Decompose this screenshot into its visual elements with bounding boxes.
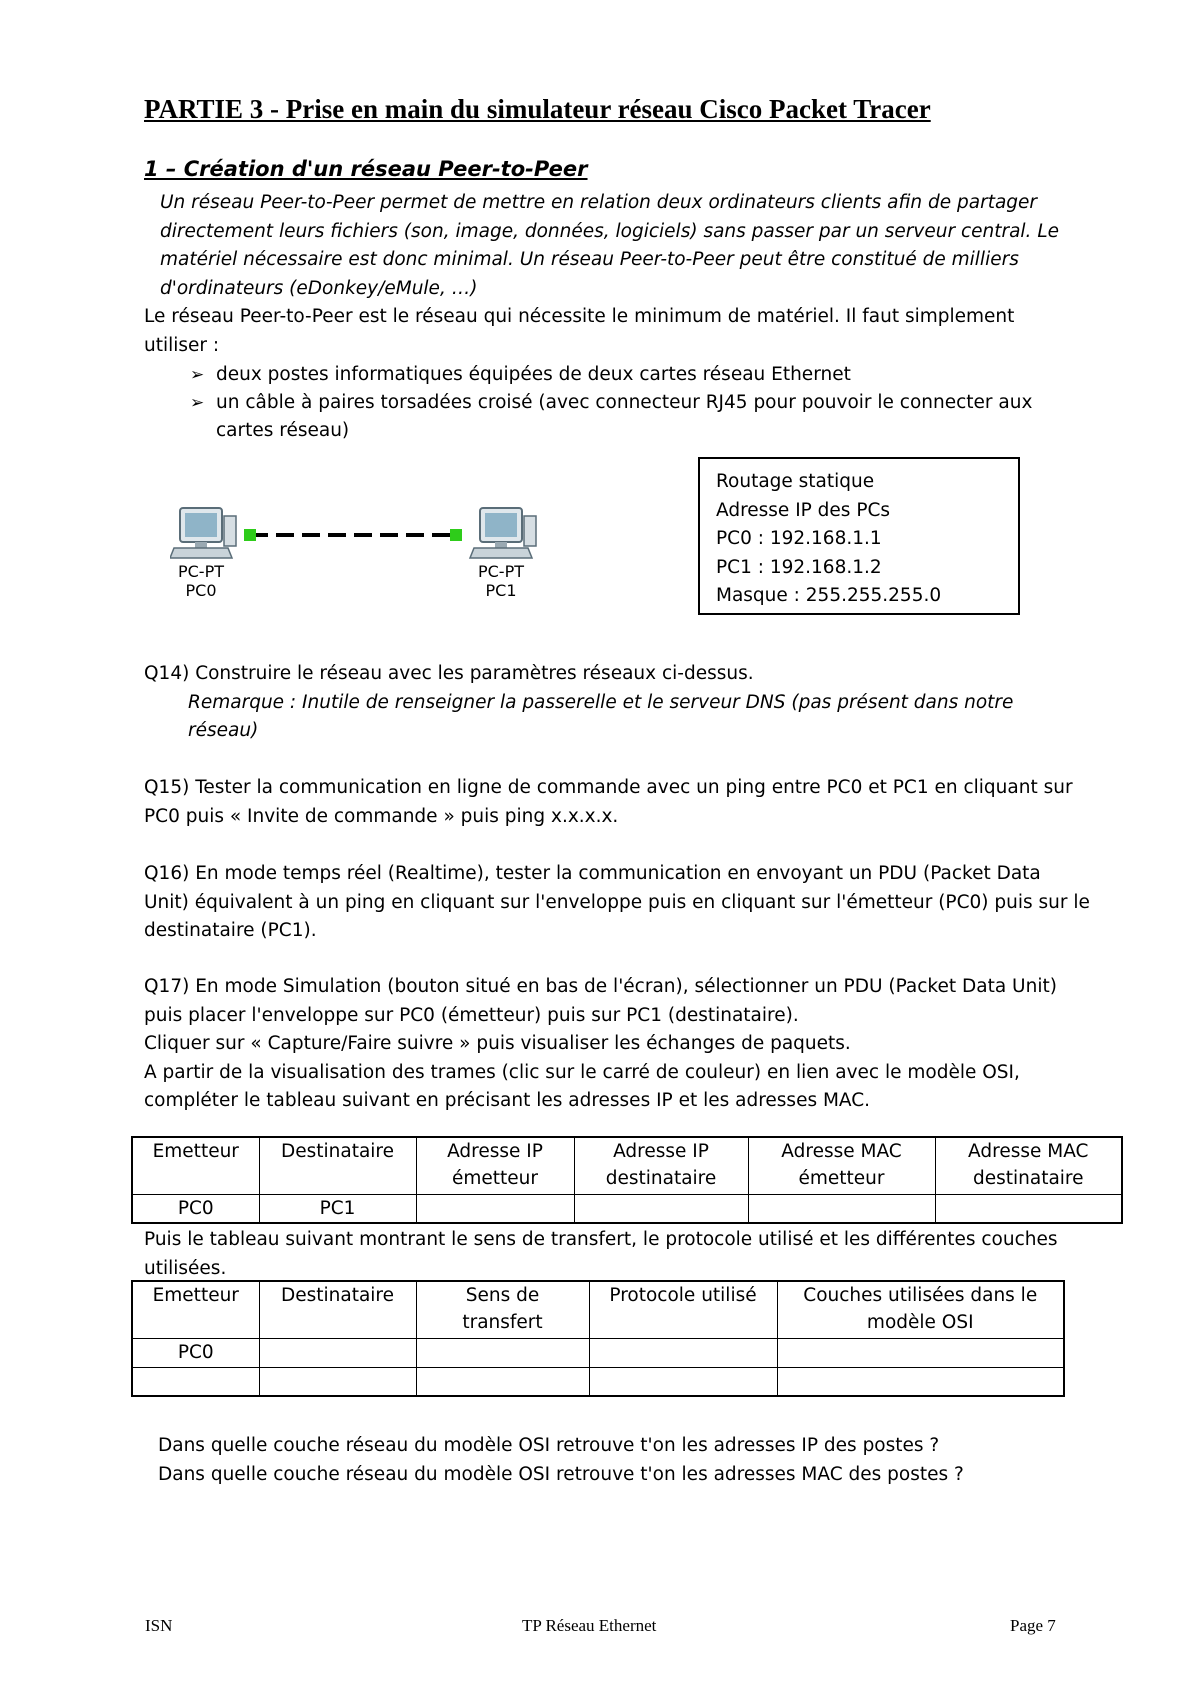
q17-line: Cliquer sur « Capture/Faire suivre » puis visualiser les échanges de paquets. [144,1033,851,1054]
table-header-row [132,1137,1122,1194]
header-text: Adresse MAC [968,1141,1089,1162]
pc0-port-indicator [244,529,256,541]
pc1-port-indicator [450,529,462,541]
table-cell[interactable] [748,1194,935,1223]
q17-line: Q17) En mode Simulation (bouton situé en bas de l'écran), sélectionner un PDU (Packet Data Unit) [144,976,1057,997]
bullet-arrow-icon: ➢ [190,365,205,385]
footer-center: TP Réseau Ethernet [522,1616,657,1635]
header-text: Destinataire [280,1141,395,1162]
table-row [132,1194,1122,1223]
table-cell[interactable] [589,1338,777,1367]
table-cell[interactable] [132,1367,259,1396]
header-cell [589,1281,777,1338]
header-text: Sens de [465,1285,540,1306]
header-cell [132,1281,259,1338]
section-heading: 1 – Création d'un réseau Peer-to-Peer [144,157,588,181]
intro-line: Le réseau Peer-to-Peer est le réseau qui nécessite le minimum de matériel. Il faut simplement [144,306,1015,327]
final-question: Dans quelle couche réseau du modèle OSI retrouve t'on les adresses IP des postes ? [158,1435,940,1456]
bullet-text: un câble à paires torsadées croisé (avec connecteur RJ45 pour pouvoir le connecter aux [216,392,1033,413]
table-cell[interactable] [416,1367,589,1396]
pc1-type: PC-PT [477,562,524,581]
header-cell [259,1281,416,1338]
table-cell[interactable] [416,1194,574,1223]
routing-line: PC1 : 192.168.1.2 [716,556,882,578]
routing-line: Routage statique [716,471,875,492]
network-diagram [170,500,550,615]
bullet-item [190,389,1033,417]
question-q17 [144,973,1057,1116]
header-cell [748,1137,935,1194]
bullet-list [190,361,1033,445]
header-text: transfert [462,1312,543,1333]
table-cell[interactable] [777,1338,1064,1367]
q16-line: Unit) équivalent à un ping en cliquant sur l'enveloppe puis en cliquant sur l'émetteur (PC0) puis sur le [144,891,1090,913]
header-text: destinataire [972,1168,1084,1189]
q15-line: Q15) Tester la communication en ligne de commande avec un ping entre PC0 et PC1 en cliquant sur [144,777,1073,798]
header-text: Adresse IP [613,1141,709,1162]
table-cell[interactable] [589,1367,777,1396]
protocol-layers-table [131,1280,1065,1397]
routing-line: Masque : 255.255.255.0 [716,585,942,606]
routing-line: PC0 : 192.168.1.1 [716,528,882,549]
table-cell[interactable] [935,1194,1122,1223]
header-text: Adresse MAC [781,1141,902,1162]
intro-normal-block [144,303,1014,360]
table-header-row [132,1281,1064,1338]
bullet-continuation [216,417,1032,445]
table-cell: PC1 [259,1194,416,1223]
q14-remark-line: réseau) [188,720,259,741]
bullet-text: deux postes informatiques équipées de deux cartes réseau Ethernet [216,364,851,385]
between-line: Puis le tableau suivant montrant le sens de transfert, le protocole utilisé et les différentes couches [144,1229,1058,1250]
q14-text: Q14) Construire le réseau avec les paramètres réseaux ci-dessus. [144,663,754,684]
page-title: PARTIE 3 - Prise en main du simulateur réseau Cisco Packet Tracer [144,94,931,124]
routing-line: Adresse IP des PCs [716,499,891,521]
q17-line: compléter le tableau suivant en précisant les adresses IP et les adresses MAC. [144,1090,871,1111]
header-text: émetteur [451,1168,538,1189]
pc1-name: PC1 [485,581,517,600]
header-text: Emetteur [152,1285,239,1306]
q17-line: A partir de la visualisation des trames (clic sur le carré de couleur) en lien avec le modèle OSI, [144,1061,1020,1083]
question-q15 [144,774,1073,831]
intro-italic-line: directement leurs fichiers (son, image, données, logiciels) sans passer par un serveur central. Le [160,220,1060,242]
pc0-name: PC0 [185,581,217,600]
pc0-computer-icon [170,508,236,558]
header-text: émetteur [798,1168,885,1189]
header-text: Destinataire [280,1285,395,1306]
table-cell: PC0 [132,1194,259,1223]
q17-line: puis placer l'enveloppe sur PC0 (émetteur) puis sur PC1 (destinataire). [144,1004,799,1026]
pc1-computer-icon [470,508,536,558]
final-questions [158,1432,964,1489]
header-cell [259,1137,416,1194]
bullet-text: cartes réseau) [216,420,350,441]
header-cell [416,1137,574,1194]
header-cell [416,1281,589,1338]
table-cell[interactable] [259,1338,416,1367]
header-text: Protocole utilisé [609,1285,757,1306]
header-text: Emetteur [152,1141,239,1162]
header-text: destinataire [605,1168,717,1189]
header-text: Couches utilisées dans le [803,1285,1038,1306]
pc0-label [166,562,236,600]
footer-page-number: Page 7 [1010,1616,1056,1635]
q15-line: PC0 puis « Invite de commande » puis ping x.x.x.x. [144,805,619,827]
bullet-item [190,361,1032,389]
header-text: Adresse IP [447,1141,543,1162]
bullet-arrow-icon: ➢ [190,393,205,413]
between-line: utilisées. [144,1257,227,1279]
intro-italic-line: Un réseau Peer-to-Peer permet de mettre en relation deux ordinateurs clients afin de partager [160,192,1038,213]
table-cell: PC0 [132,1338,259,1367]
pc0-type: PC-PT [177,562,224,581]
between-tables-text [144,1226,1058,1283]
final-question: Dans quelle couche réseau du modèle OSI retrouve t'on les adresses MAC des postes ? [158,1463,964,1485]
table-row [132,1367,1064,1396]
q14-remark-line: Remarque : Inutile de renseigner la passerelle et le serveur DNS (pas présent dans notre [188,691,1014,713]
question-q14 [144,660,1013,746]
table-row [132,1338,1064,1367]
header-cell [935,1137,1122,1194]
header-text: modèle OSI [866,1312,974,1333]
intro-line: utiliser : [144,334,220,356]
header-cell [777,1281,1064,1338]
q16-line: destinataire (PC1). [144,920,317,941]
header-cell [132,1137,259,1194]
table-cell[interactable] [259,1367,416,1396]
footer-left: ISN [145,1616,173,1635]
ip-mac-table [131,1136,1123,1224]
routing-info-box [698,457,1020,615]
table-cell[interactable] [416,1338,589,1367]
intro-italic-line: matériel nécessaire est donc minimal. Un réseau Peer-to-Peer peut être constitué de milliers [160,249,1019,270]
question-q16 [144,860,1090,946]
table-cell[interactable] [574,1194,748,1223]
header-cell [574,1137,748,1194]
intro-italic-line: d'ordinateurs (eDonkey/eMule, …) [160,277,478,299]
q16-line: Q16) En mode temps réel (Realtime), tester la communication en envoyant un PDU (Packet Data [144,863,1041,884]
table-cell[interactable] [777,1367,1064,1396]
pc1-label [466,562,536,600]
intro-italic-block [160,189,1059,303]
